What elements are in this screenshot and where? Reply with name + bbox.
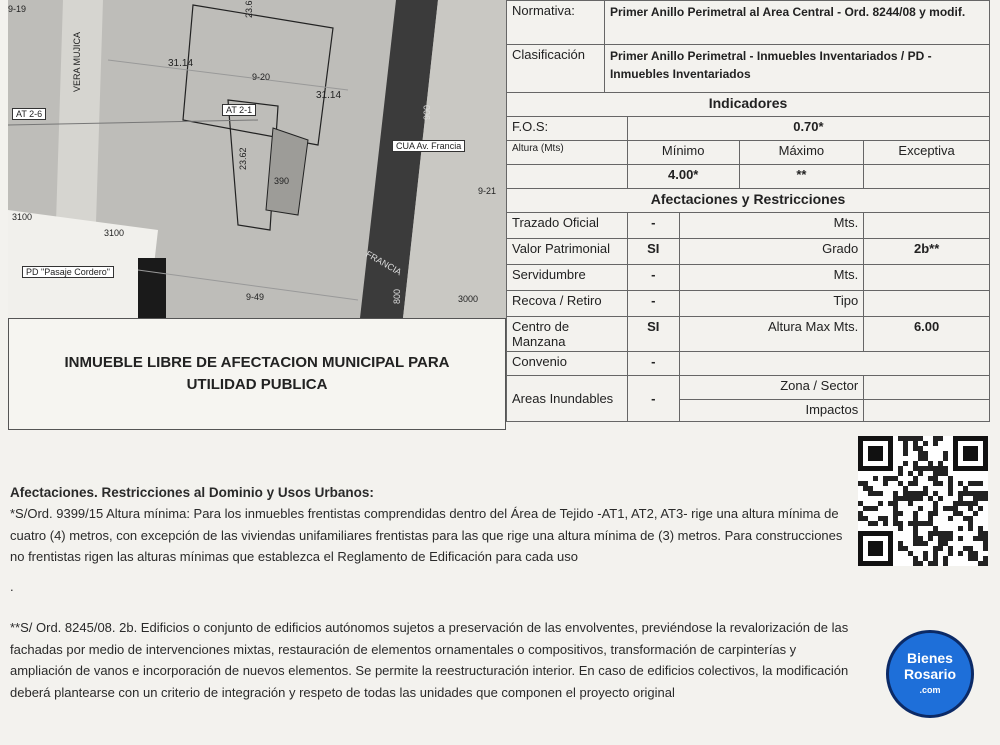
logo-line3: .com — [919, 685, 941, 695]
row-sub-value — [864, 213, 990, 239]
bienes-rosario-logo — [886, 630, 974, 718]
row-label: Servidumbre — [507, 265, 628, 291]
clasificacion-label: Clasificación — [507, 45, 605, 93]
street-number: 3100 — [12, 212, 33, 222]
row-label: Recova / Retiro — [507, 291, 628, 317]
logo-line2: Rosario — [903, 666, 957, 682]
zone-label-at-2-6: AT 2-6 — [12, 108, 46, 120]
convenio-label: Convenio — [507, 352, 628, 376]
normativa-value: Primer Anillo Perimetral al Area Central - Ord. 8244/08 y modif. — [604, 1, 989, 45]
row-value: - — [627, 291, 679, 317]
dimension-label: 31.14 — [316, 90, 342, 101]
lot-label: 9-21 — [478, 186, 497, 196]
row-sub-value: 2b** — [864, 239, 990, 265]
dimension-label: 23.62 — [238, 147, 248, 170]
qr-pattern — [858, 436, 988, 566]
row-sub-label: Mts. — [679, 265, 864, 291]
note-period: . — [10, 579, 14, 594]
afectaciones-heading: Afectaciones y Restricciones — [507, 189, 990, 213]
minimo-value: 4.00* — [627, 165, 739, 189]
afectaciones-heading-text: Afectaciones. Restricciones al Dominio y Usos Urbanos: — [10, 485, 374, 500]
row-label: Valor Patrimonial — [507, 239, 628, 265]
row-sub-label: Altura Max Mts. — [679, 317, 864, 352]
road-label: 900 — [422, 104, 432, 120]
altura-label: Altura (Mts) — [507, 141, 628, 165]
minimo-label: Mínimo — [627, 141, 739, 165]
fos-label: F.O.S: — [507, 117, 628, 141]
lot-label: 9-20 — [252, 72, 271, 82]
row-sub-label: Tipo — [679, 291, 864, 317]
impactos-label: Impactos — [679, 400, 864, 422]
maximo-value: ** — [739, 165, 864, 189]
row-sub-label: Mts. — [679, 213, 864, 239]
clasificacion-value: Primer Anillo Perimetral - Inmuebles Inventariados / PD - Inmuebles Inventariados — [604, 45, 989, 93]
road-label: FRANCIA — [364, 248, 404, 278]
road-label: 800 — [392, 288, 402, 304]
zone-label-cua-francia: CUA Av. Francia — [392, 140, 465, 152]
urban-conditions-table — [506, 0, 990, 422]
note-altura-minima: *S/Ord. 9399/15 Altura mínima: Para los inmuebles frentistas comprendidas dentro del Área de Tejido -AT1, AT2, AT3- rige una altura mínima de cuatro (4) metros, con excepción de las viviendas unifamiliares frentistas para las que rige una altura mínima de (3) metros. Para construcciones no frentistas rigen las alturas mínimas que establezca el Reglamento de Edificación para cada uso — [10, 506, 843, 564]
normativa-label: Normativa: — [507, 1, 605, 45]
qr-code — [858, 436, 988, 566]
note-patrimonial: **S/ Ord. 8245/08. 2b. Edificios o conjunto de edificios autónomos sujetos a preservación de las envolventes, previéndose la revalorización de las fachadas por medio de intervenciones mixtas, restauración de elementos ornamentales o compositivos, transformación de carpinterías y ampliación de vanos e incorporación de nuevos elementos. Se permite la reestructuración interior. En caso de edificios colectivos, la modificación deberá plantearse con un criterio de integración y respeto de todas las unidades que componen el proyecto original — [10, 620, 849, 700]
lot-label: 9-19 — [8, 4, 27, 14]
convenio-value: - — [627, 352, 679, 376]
maximo-label: Máximo — [739, 141, 864, 165]
row-sub-value — [864, 265, 990, 291]
areas-value: - — [627, 376, 679, 422]
street-number: 3100 — [104, 228, 125, 238]
dimension-label: 31.14 — [168, 58, 194, 69]
indicadores-heading: Indicadores — [507, 93, 990, 117]
row-value: - — [627, 265, 679, 291]
pasaje-label: PD "Pasaje Cordero" — [22, 266, 114, 278]
public-utility-notice: INMUEBLE LIBRE DE AFECTACION MUNICIPAL PARA UTILIDAD PUBLICA — [8, 318, 506, 430]
exceptiva-label: Exceptiva — [864, 141, 990, 165]
zona-label: Zona / Sector — [679, 376, 864, 400]
row-sub-label: Grado — [679, 239, 864, 265]
dimension-label: 23.6 — [244, 0, 254, 18]
row-sub-value — [864, 291, 990, 317]
row-sub-value: 6.00 — [864, 317, 990, 352]
row-label: Centro de Manzana — [507, 317, 628, 352]
zone-label-at-2-1: AT 2-1 — [222, 104, 256, 116]
fos-value: 0.70* — [627, 117, 989, 141]
row-label: Trazado Oficial — [507, 213, 628, 239]
lot-label: 9-49 — [246, 292, 265, 302]
row-value: - — [627, 213, 679, 239]
street-label-vera-mujica: VERA MUJICA — [72, 31, 82, 92]
street-number: 3000 — [458, 294, 479, 304]
row-value: SI — [627, 317, 679, 352]
row-value: SI — [627, 239, 679, 265]
lot-label: 390 — [274, 176, 290, 186]
areas-label: Areas Inundables — [507, 376, 628, 422]
map-image — [8, 0, 507, 318]
logo-line1: Bienes — [907, 650, 953, 666]
